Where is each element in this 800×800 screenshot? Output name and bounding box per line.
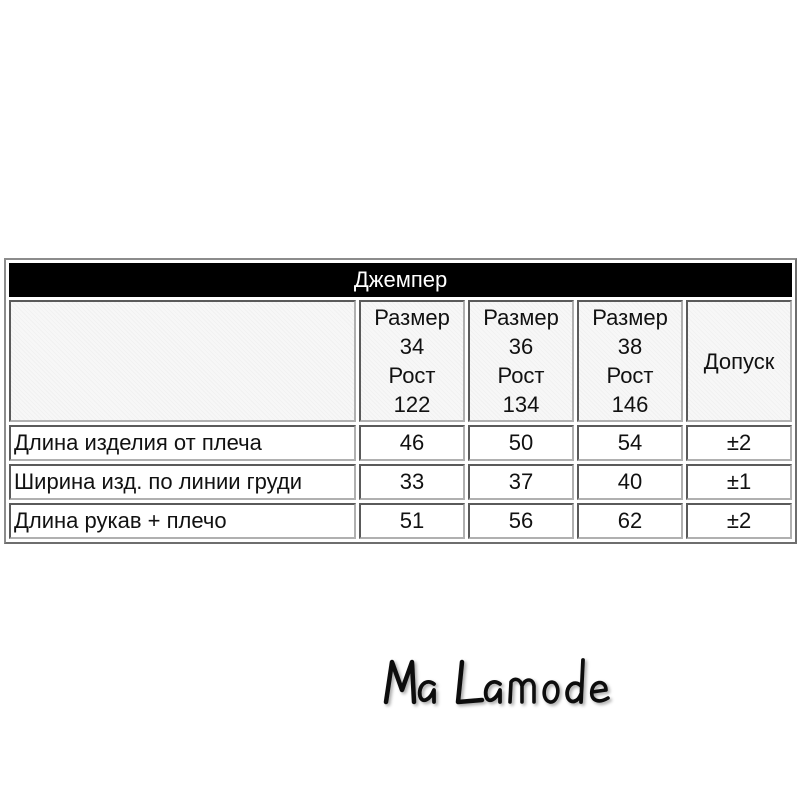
table-title-row	[9, 263, 792, 297]
value-cell: 37	[468, 464, 574, 500]
param-cell: Ширина изд. по линии груди	[9, 464, 356, 500]
size-label: Размер	[592, 305, 668, 330]
param-cell: Длина рукав + плечо	[9, 503, 356, 539]
tolerance-cell: ±2	[686, 425, 792, 461]
size-value: 34	[399, 334, 425, 359]
value-cell: 40	[577, 464, 683, 500]
size-value: 36	[508, 334, 534, 359]
size-label: Размер	[374, 305, 450, 330]
size-value: 38	[617, 334, 643, 359]
value-cell: 62	[577, 503, 683, 539]
param-cell: Длина изделия от плеча	[9, 425, 356, 461]
table-row	[9, 503, 792, 539]
value-cell: 50	[468, 425, 574, 461]
height-label: Рост	[606, 363, 654, 388]
height-label: Рост	[497, 363, 545, 388]
size-chart-table	[4, 258, 797, 544]
height-label: Рост	[388, 363, 436, 388]
value-cell: 56	[468, 503, 574, 539]
header-size-cell	[577, 300, 683, 422]
table-row	[9, 425, 792, 461]
brand-logo	[378, 650, 618, 720]
value-cell: 51	[359, 503, 465, 539]
value-cell: 46	[359, 425, 465, 461]
height-value: 134	[502, 392, 540, 417]
header-corner-cell	[9, 300, 356, 422]
height-value: 122	[393, 392, 431, 417]
header-tolerance-cell: Допуск	[686, 300, 792, 422]
table-header-row	[9, 300, 792, 422]
tolerance-cell: ±1	[686, 464, 792, 500]
value-cell: 33	[359, 464, 465, 500]
size-label: Размер	[483, 305, 559, 330]
header-size-cell	[468, 300, 574, 422]
table-row	[9, 464, 792, 500]
height-value: 146	[611, 392, 649, 417]
tolerance-cell: ±2	[686, 503, 792, 539]
header-size-cell	[359, 300, 465, 422]
table-title: Джемпер	[9, 263, 792, 297]
value-cell: 54	[577, 425, 683, 461]
